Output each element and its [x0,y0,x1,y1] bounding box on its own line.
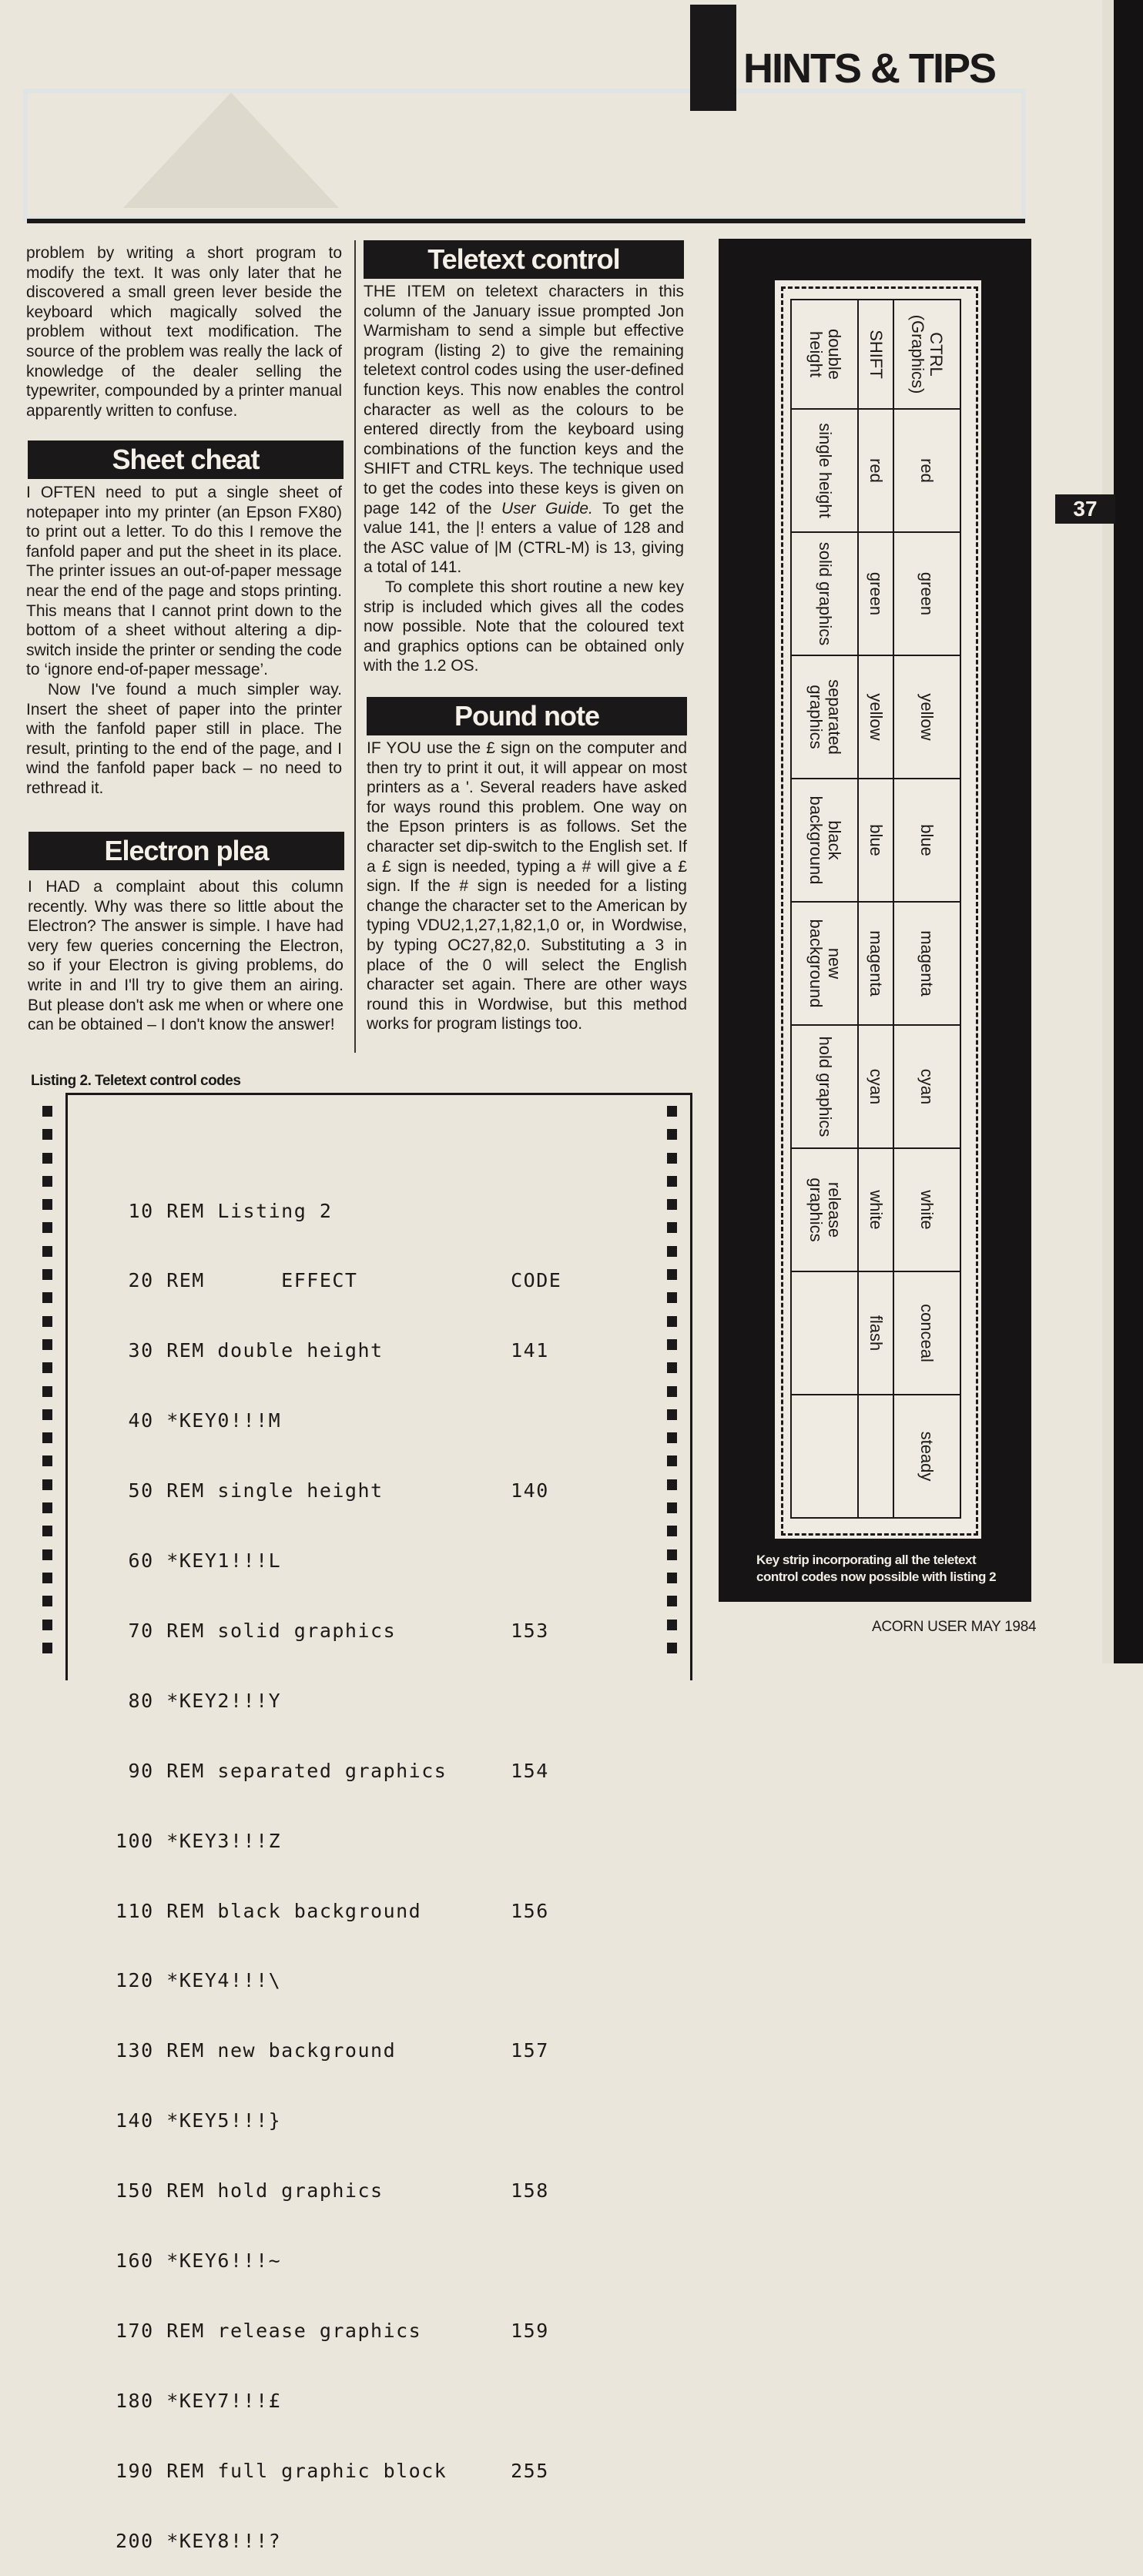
code-line: 40 *KEY0!!!M [116,1409,282,1432]
key-strip-cell: blue [858,779,893,902]
column-1-intro [26,243,342,420]
listing-sprockets-right [667,1106,678,1666]
sheet-cheat-paragraph-2: Now I've found a much simpler way. Insert the sheet of paper into the printer with the fanfold paper still in place. The result, printing to the end of the page, and I wind the fanfold paper back – no need to rethread it. [26,680,342,797]
code-line: 60 *KEY1!!!L [116,1549,282,1573]
background-ghost-triangle [123,92,339,208]
key-strip-row-plain [791,300,858,1518]
code-line: 50 REM single height 140 [116,1479,549,1502]
key-strip-cell: yellow [858,655,893,779]
key-strip-row-shift [858,300,893,1518]
section-title: HINTS & TIPS [743,45,996,92]
electron-plea-heading: Electron plea [28,832,344,870]
key-strip-cell: black background [791,779,858,902]
key-strip-cell [858,1395,893,1518]
footer-publication: ACORN USER MAY 1984 [872,1619,1037,1635]
electron-plea-body [28,877,344,1035]
key-strip-cell: double height [791,300,858,409]
key-strip-cell: conceal [893,1271,960,1395]
key-strip-cell: magenta [858,902,893,1025]
key-strip-cell: SHIFT [858,300,893,409]
key-strip-cell: separated graphics [791,655,858,779]
intro-paragraph: problem by writing a short program to modify the text. It was only later that he discovered a small green lever beside the keyboard which magically solved the problem without text modification. The source of the problem was really the lack of knowledge of the dealer selling the typewriter, compounded by a printer manual apparently written to confuse. [26,244,342,420]
code-line: 90 REM separated graphics 154 [116,1759,549,1782]
key-strip-cell: cyan [893,1025,960,1148]
sheet-cheat-heading: Sheet cheat [28,440,344,479]
key-strip-cell: magenta [893,902,960,1025]
key-strip-grid [790,299,961,1519]
sheet-cheat-paragraph-1: I OFTEN need to put a single sheet of notepaper into my printer (an Epson FX80) to print out a letter. To do this I remove the fanfold paper and put the sheet in its place. The printer issues an out-of-paper message near the end of the page and stops printing. This means that I cannot print down to the bottom of a sheet without altering a dip-switch inside the printer or sending the code to ‘ignore end-of-paper message’. [26,484,342,679]
code-line: 100 *KEY3!!!Z [116,1829,282,1852]
pound-note-paragraph: IF YOU use the £ sign on the computer and then try to print it out, it will appear on most printers as a '. Several readers have asked for ways round this problem. One way on the Epson printers is as follows. Set the character set dip-switch to the English set. If a £ sign is needed, typing a # will give a £ sign. If the # sign is needed for a listing change the character set to the American by typing VDU2,1,27,1,82,1,0 or, in Wordwise, by typing OC27,82,0. Substituting a 3 in place of the 0 will select the English character set again. There are other ways round this in Wordwise, but this method works for program listings too. [367,739,687,1033]
code-line: 200 *KEY8!!!? [116,2529,282,2552]
key-strip-cell: blue [893,779,960,902]
key-strip-cell: red [893,409,960,532]
code-line: 180 *KEY7!!!£ [116,2389,282,2412]
page-edge-shadow [1102,0,1115,1663]
code-line: 70 REM solid graphics 153 [116,1619,549,1642]
code-line: 110 REM black background 156 [116,1899,549,1922]
column-divider [354,240,356,1053]
header-bar [690,5,736,111]
key-strip-cell [791,1395,858,1518]
top-rule [27,219,1025,223]
listing-code [116,1153,561,2576]
key-strip-cell: red [858,409,893,532]
key-strip-cell: yellow [893,655,960,779]
key-strip-cell: flash [858,1271,893,1395]
key-strip-cell: green [893,532,960,655]
key-strip-cell: hold graphics [791,1025,858,1148]
key-strip-row-ctrl [893,300,960,1518]
key-strip-cell: CTRL (Graphics) [893,300,960,409]
teletext-paragraph-1: THE ITEM on teletext characters in this column of the January issue prompted Jon Warmisham to send a simple but effective program (listing 2) to give the remaining teletext control codes using the user-defined function keys. This now enables the control character as well as the colours to be entered directly from the keyboard using combinations of the function keys and the SHIFT and CTRL keys. The technique used to get the codes into these keys is given on page 142 of the User Guide. To get the value 141, the |! enters a value of 128 and the ASC value of |M (CTRL-M) is 13, giving a total of 141. [364,283,684,577]
teletext-control-heading: Teletext control [364,240,684,279]
code-line: 190 REM full graphic block 255 [116,2459,549,2482]
key-strip-cell: cyan [858,1025,893,1148]
code-line: 170 REM release graphics 159 [116,2319,549,2342]
key-strip-cell: new background [791,902,858,1025]
listing-sprockets-left [42,1106,53,1666]
code-line: 150 REM hold graphics 158 [116,2179,549,2202]
listing-caption: Listing 2. Teletext control codes [31,1073,241,1089]
code-line: 30 REM double height 141 [116,1339,549,1362]
sheet-cheat-body [26,483,342,799]
pound-note-body [367,739,687,1034]
teletext-control-body [364,282,684,676]
code-line: 10 REM Listing 2 [116,1199,333,1222]
pound-note-heading: Pound note [367,697,687,735]
code-line: 140 *KEY5!!!} [116,2109,282,2132]
key-strip-cell: release graphics [791,1148,858,1271]
key-strip-cell: white [893,1148,960,1271]
page-edge [1114,0,1143,1663]
code-line: 160 *KEY6!!!~ [116,2249,282,2272]
electron-plea-paragraph: I HAD a complaint about this column recently. Why was there so little about the Electron? The answer is simple. I have had very few queries concerning the Electron, so if your Electron is giving problems, do write in and I'll try to give them an airing. But please don't ask me when or where one can be obtained – I don't know the answer! [28,878,344,1034]
key-strip-cell: steady [893,1395,960,1518]
key-strip-cell: green [858,532,893,655]
key-strip-cell: white [858,1148,893,1271]
key-strip-cell [791,1271,858,1395]
teletext-paragraph-2: To complete this short routine a new key strip is included which gives all the codes now possible. Note that the coloured text and graphics options can be obtained only with the 1.2 OS. [364,578,684,675]
page-number: 37 [1055,494,1115,524]
key-strip-caption: Key strip incorporating all the teletext control codes now possible with listing 2 [756,1553,997,1584]
code-line: 120 *KEY4!!!\ [116,1969,282,1992]
code-line: 20 REM EFFECT CODE [116,1269,562,1292]
key-strip-cell: single height [791,409,858,532]
code-line: 80 *KEY2!!!Y [116,1689,282,1712]
code-line: 130 REM new background 157 [116,2039,549,2062]
key-strip-cell: solid graphics [791,532,858,655]
